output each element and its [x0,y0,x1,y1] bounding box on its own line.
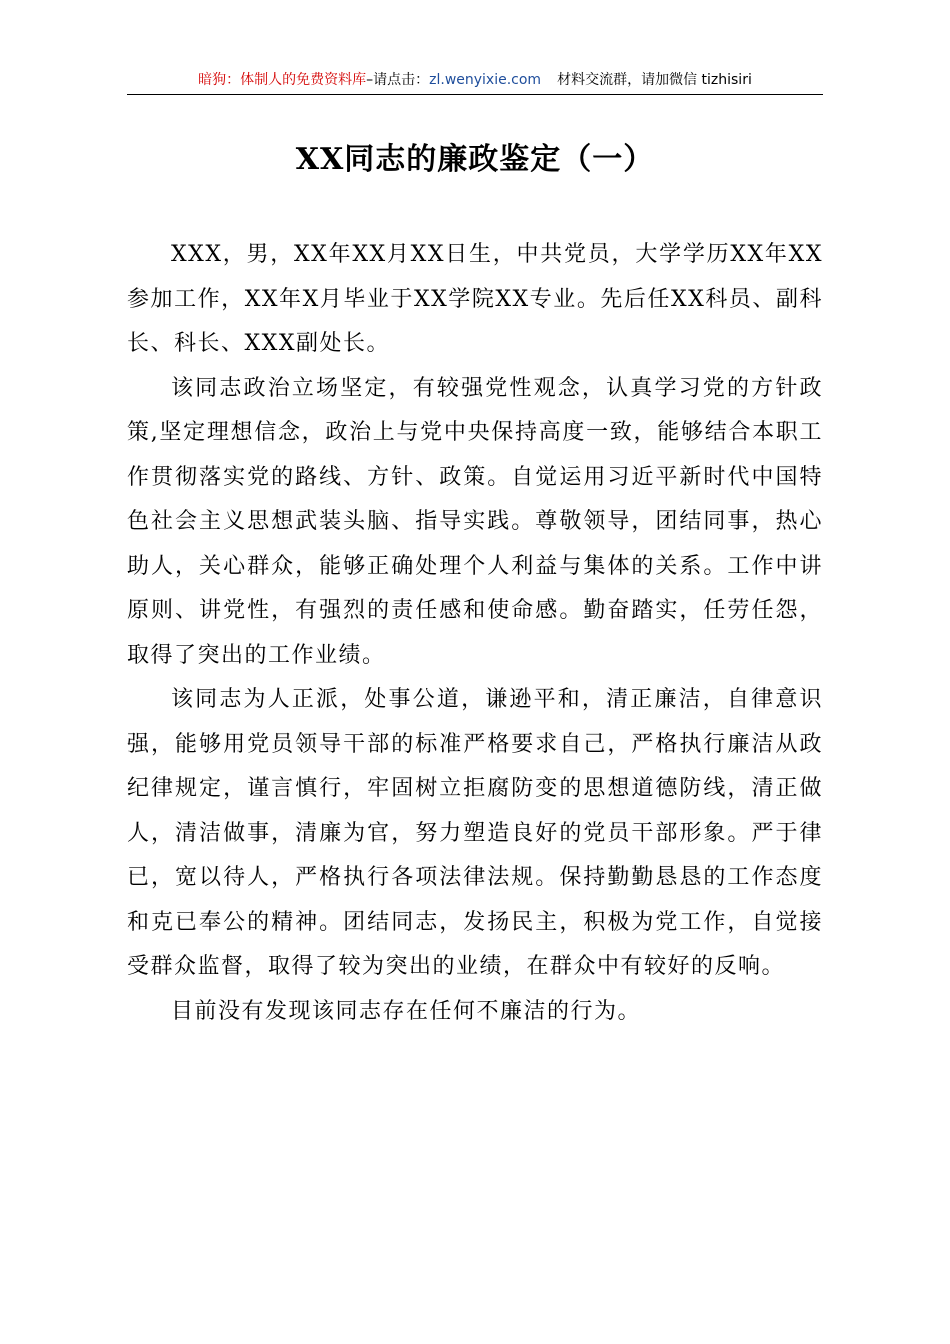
header-click-prompt: –请点击： [366,72,430,88]
page-header [127,70,823,95]
header-brand: 暗狗：体制人的免费资料库 [198,72,367,88]
paragraph-political-stance: 该同志政治立场坚定，有较强党性观念，认真学习党的方针政策,坚定理想信念，政治上与党中央保持高度一致，能够结合本职工作贯彻落实党的路线、方针、政策。自觉运用习近平新时代中国特色社会主义思想武装头脑、指导实践。尊敬领导，团结同事，热心助人，关心群众，能够正确处理个人利益与集体的关系。工作中讲原则、讲党性，有强烈的责任感和使命感。勤奋踏实，任劳任怨，取得了突出的工作业绩。 [127,375,823,668]
paragraph-conclusion: 目前没有发现该同志存在任何不廉洁的行为。 [171,998,642,1024]
header-url-link[interactable]: zl.wenyixie.com [429,72,542,88]
paragraph-integrity: 该同志为人正派，处事公道，谦逊平和，清正廉洁，自律意识强，能够用党员领导干部的标准严格要求自己，严格执行廉洁从政纪律规定，谨言慎行，牢固树立拒腐防变的思想道德防线，清正做人，清洁做事，清廉为官，努力塑造良好的党员干部形象。严于律已，宽以待人，严格执行各项法律法规。保持勤勤恳恳的工作态度和克已奉公的精神。团结同志，发扬民主，积极为党工作，自觉接受群众监督，取得了较为突出的业绩，在群众中有较好的反响。 [127,687,823,979]
document-title: XX同志的廉政鉴定（一） [295,142,655,177]
document-body [127,233,823,1034]
header-wechat-note: 材料交流群，请加微信 tizhisiri [557,72,752,88]
paragraph-basic-info: XXX，男，XX年XX月XX日生，中共党员，大学学历XX年XX参加工作，XX年X月毕业于XX学院XX专业。先后任XX科员、副科长、科长、XXX副处长。 [127,242,823,356]
